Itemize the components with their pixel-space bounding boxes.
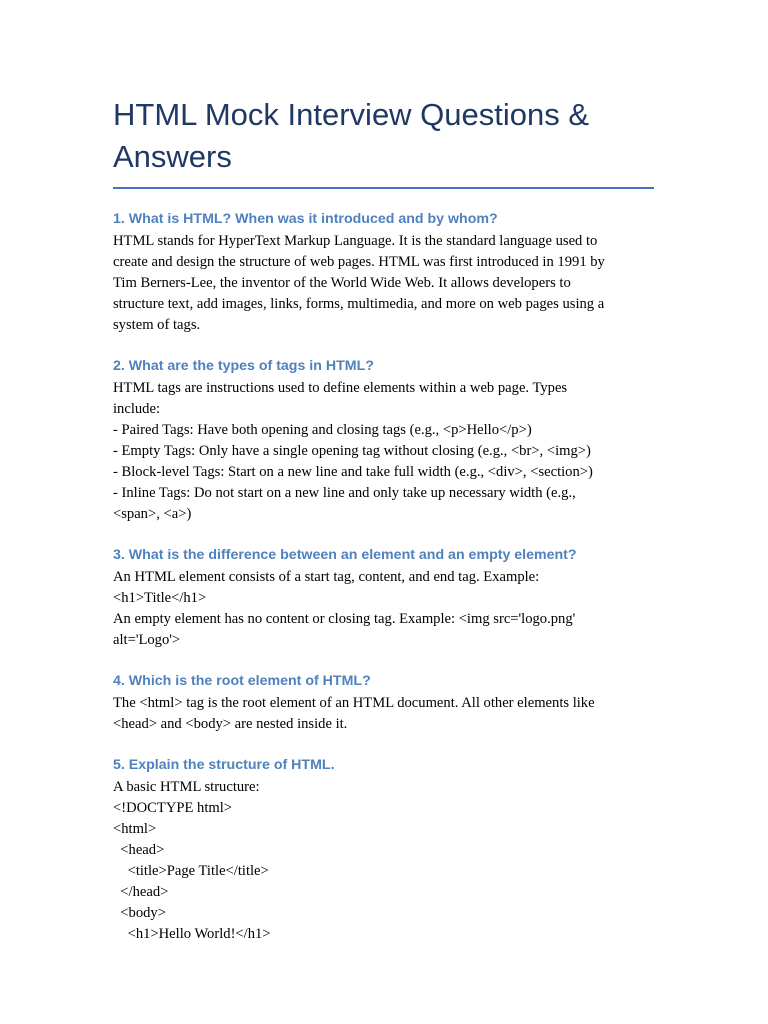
answer-line: - Block-level Tags: Start on a new line and take full width (e.g., <div>, <section>) [113,464,593,480]
question-heading: 2. What are the types of tags in HTML? [113,358,374,374]
qa-section-4 [113,671,658,735]
document-title [113,94,654,189]
qa-section-3 [113,545,658,651]
answer-line: <span>, <a>) [113,506,192,522]
answer-line: alt='Logo'> [113,632,181,648]
answer-line: </head> [113,884,169,900]
answer-line: system of tags. [113,317,201,333]
document-page [113,94,658,945]
question-heading: 1. What is HTML? When was it introduced and by whom? [113,211,498,227]
answer-line: HTML tags are instructions used to define elements within a web page. Types [113,380,568,396]
answer-line: HTML stands for HyperText Markup Language. It is the standard language used to [113,233,598,249]
answer-line: <body> [113,905,166,921]
qa-section-5 [113,755,658,945]
qa-sections [113,209,658,945]
answer-line: <title>Page Title</title> [113,863,269,879]
answer-line: include: [113,401,161,417]
question-heading: 5. Explain the structure of HTML. [113,757,335,773]
answer-line: <head> [113,842,165,858]
qa-section-2 [113,356,658,525]
answer-line: structure text, add images, links, forms, multimedia, and more on web pages using a [113,296,605,312]
answer-line: A basic HTML structure: [113,779,260,795]
answer-line: create and design the structure of web pages. HTML was first introduced in 1991 by [113,254,605,270]
qa-section-1 [113,209,658,336]
answer-line: <!DOCTYPE html> [113,800,233,816]
answer-line: - Paired Tags: Have both opening and closing tags (e.g., <p>Hello</p>) [113,422,532,438]
answer-line: <h1>Hello World!</h1> [113,926,271,942]
answer-line: The <html> tag is the root element of an HTML document. All other elements like [113,695,595,711]
answer-line: <html> [113,821,157,837]
answer-line: - Empty Tags: Only have a single opening tag without closing (e.g., <br>, <img>) [113,443,591,459]
question-heading: 3. What is the difference between an element and an empty element? [113,547,577,563]
answer-line: An empty element has no content or closing tag. Example: <img src='logo.png' [113,611,576,627]
answer-line: <head> and <body> are nested inside it. [113,716,348,732]
answer-line: An HTML element consists of a start tag, content, and end tag. Example: [113,569,540,585]
answer-line: - Inline Tags: Do not start on a new line and only take up necessary width (e.g., [113,485,576,501]
answer-line: <h1>Title</h1> [113,590,207,606]
document-title-line-2: Answers [113,139,232,174]
answer-line: Tim Berners-Lee, the inventor of the World Wide Web. It allows developers to [113,275,571,291]
document-title-line-1: HTML Mock Interview Questions & [113,97,590,132]
question-heading: 4. Which is the root element of HTML? [113,673,371,689]
